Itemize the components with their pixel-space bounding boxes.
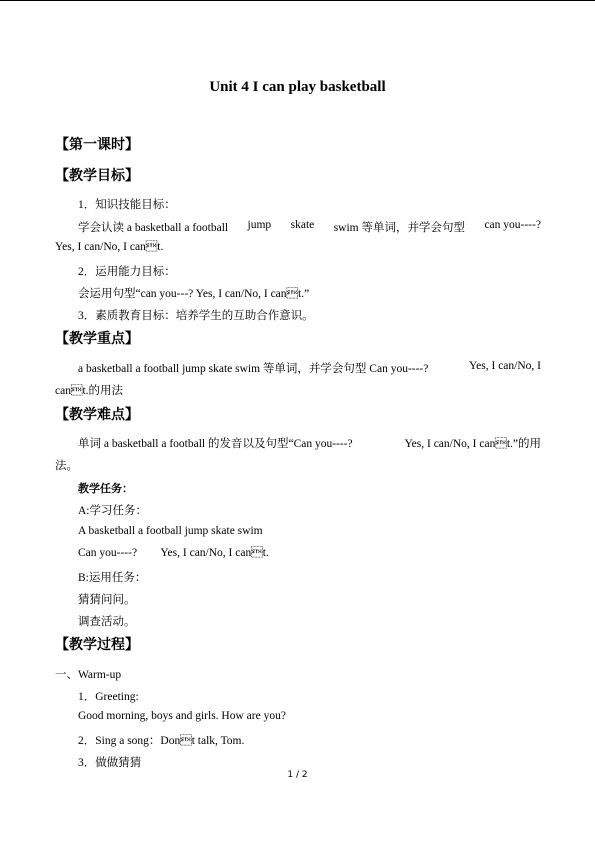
tasks-b-item-2: 调查活动。 [78, 616, 136, 628]
heading-lesson: 【第一课时】 [55, 137, 139, 153]
tasks-label: 教学任务： [78, 482, 133, 495]
heading-objectives: 【教学目标】 [55, 168, 139, 184]
tasks-a-sentence-a: Can you----? [78, 547, 138, 559]
heading-difficulties: 【教学难点】 [55, 407, 139, 423]
tasks-a-sentence-b: Yes, I can/No, I cant. [160, 547, 269, 559]
difficulties-line-2: 法。 [55, 460, 78, 472]
difficulties-line-1 [78, 435, 541, 451]
key-points-line-1 [78, 360, 541, 376]
objective-1-label: 1．知识技能目标： [78, 199, 176, 211]
objective-3-text: 3．素质教育目标：培养学生的互助合作意识。 [78, 310, 314, 322]
page-number: 1 / 2 [287, 770, 308, 780]
objective-1-text-e: can you----? [484, 219, 541, 231]
objective-1-text-continued: Yes, I can/No, I cant. [55, 241, 164, 253]
document-title: Unit 4 I can play basketball [209, 79, 386, 95]
process-step-1-label: 1．Greeting: [78, 691, 139, 703]
objective-1-text [78, 219, 541, 235]
objective-1-text-c: skate [290, 219, 315, 231]
objective-2-label: 2．运用能力目标： [78, 266, 176, 278]
tasks-a-words: A basketball a football jump skate swim [78, 525, 263, 537]
key-points-line-1-a: a basketball a football jump skate swim 等单词，并学会句型 Can you----? [78, 363, 429, 375]
objective-1-text-d: swim 等单词，并学会句型 [333, 222, 465, 234]
objective-1-text-b: jump [247, 219, 272, 231]
heading-key-points: 【教学重点】 [55, 331, 139, 347]
process-section-1: 一、Warm-up [55, 669, 122, 681]
difficulties-line-1-a: 单词 a basketball a football 的发音以及句型“Can you----? [78, 438, 353, 450]
tasks-b-label: B:运用任务： [78, 572, 147, 584]
page-top-border [0, 0, 595, 1]
key-points-line-2: cant.的用法 [55, 385, 124, 397]
process-step-1-text: Good morning, boys and girls. How are you? [78, 710, 286, 722]
tasks-a-sentence [78, 547, 269, 559]
tasks-a-label: A:学习任务： [78, 505, 147, 517]
objective-1-text-a: 学会认读 a basketball a football [78, 222, 229, 234]
tasks-b-item-1: 猜猜问问。 [78, 594, 136, 606]
objective-2-text: 会运用句型“can you---? Yes, I can/No, I cant.” [78, 288, 310, 300]
difficulties-line-1-b: Yes, I can/No, I cant.”的用 [404, 438, 541, 450]
process-step-3: 3．做做猜猜 [78, 757, 142, 769]
key-points-line-1-b: Yes, I can/No, I [469, 360, 541, 372]
process-step-2: 2．Sing a song：Dont talk, Tom. [78, 735, 245, 747]
heading-process: 【教学过程】 [55, 637, 139, 653]
